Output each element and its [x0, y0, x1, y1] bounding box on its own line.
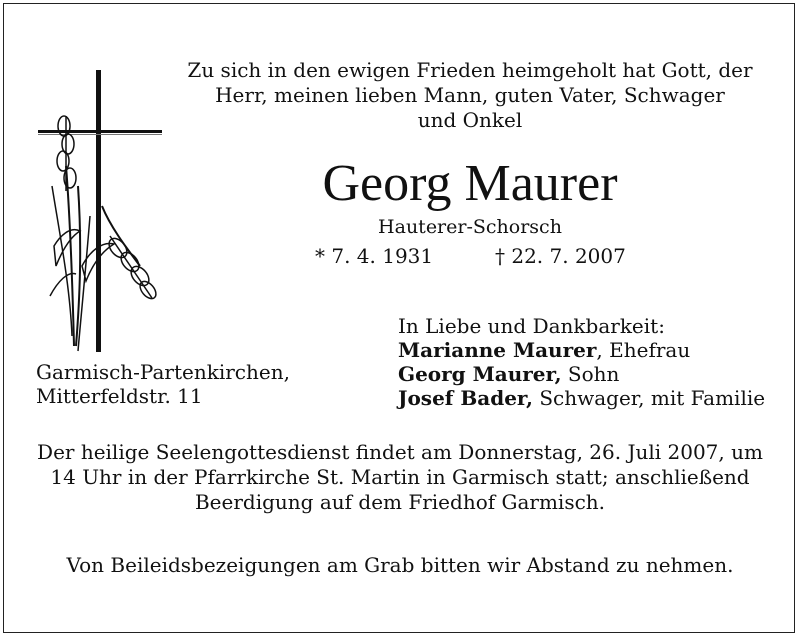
mourners-block: [398, 314, 765, 410]
mourner-relation: , Ehefrau: [596, 338, 691, 362]
intro-line: Zu sich in den ewigen Frieden heimgeholt hat Gott, der: [187, 58, 753, 82]
intro-line: und Onkel: [417, 108, 523, 132]
service-line: Der heilige Seelengottesdienst findet am Donnerstag, 26. Juli 2007, um: [37, 440, 763, 464]
address-line: Garmisch-Partenkirchen,: [36, 360, 290, 384]
mourner-entry: [398, 386, 765, 410]
mourner-entry: [398, 338, 765, 362]
death-date: † 22. 7. 2007: [495, 244, 626, 268]
intro-text: [150, 58, 790, 133]
mourner-name: Josef Bader,: [398, 386, 533, 410]
service-line: Beerdigung auf dem Friedhof Garmisch.: [194, 490, 606, 514]
service-line: 14 Uhr in der Pfarrkirche St. Martin in Garmisch statt; anschließend: [50, 465, 750, 489]
birth-date: * 7. 4. 1931: [315, 244, 434, 268]
address-line: Mitterfeldstr. 11: [36, 384, 203, 408]
deceased-name: Georg Maurer: [322, 155, 618, 212]
address-block: [36, 360, 290, 408]
mourner-name: Georg Maurer,: [398, 362, 562, 386]
mourner-relation: Sohn: [561, 362, 620, 386]
mourners-heading: In Liebe und Dankbarkeit:: [398, 314, 665, 338]
mourner-entry: [398, 362, 765, 386]
closing-note: Von Beileidsbezeigungen am Grab bitten wir Abstand zu nehmen.: [66, 553, 734, 577]
mourner-relation: Schwager, mit Familie: [532, 386, 766, 410]
cross-with-wheat-icon: [30, 66, 170, 366]
intro-line: Herr, meinen lieben Mann, guten Vater, Schwager: [215, 83, 725, 107]
deceased-nickname: Hauterer-Schorsch: [378, 216, 562, 238]
service-announcement: [30, 440, 770, 515]
mourner-name: Marianne Maurer: [398, 338, 597, 362]
